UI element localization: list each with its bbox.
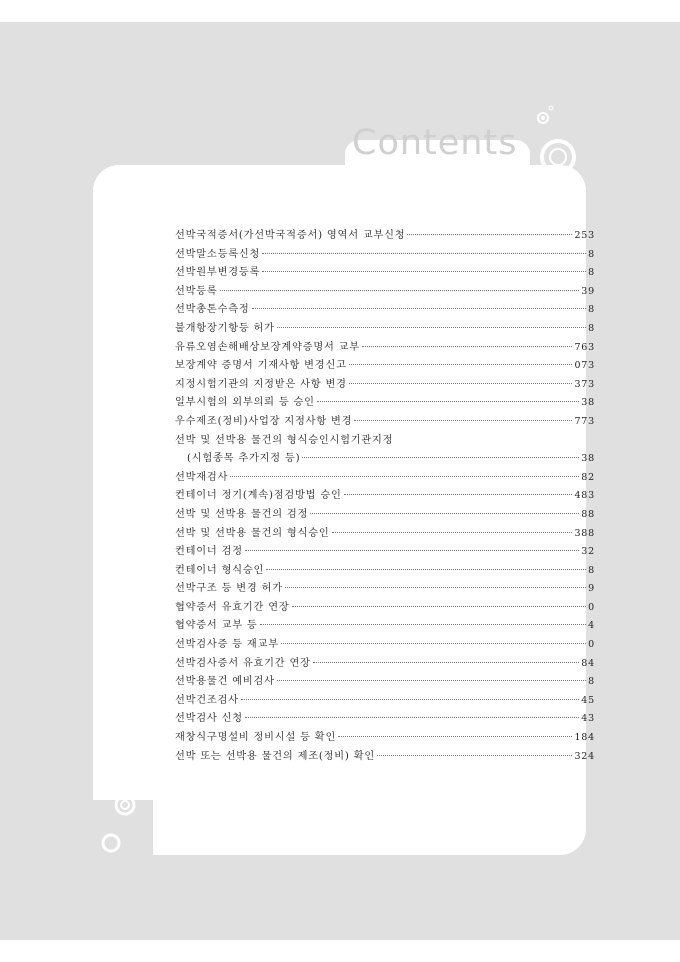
leader-dots: [230, 476, 579, 477]
toc-entry-label: 재창식구명설비 정비시설 등 확인: [175, 732, 337, 744]
leader-dots: [407, 234, 572, 235]
toc-entry[interactable]: [175, 357, 595, 376]
toc-entry-page: 38: [581, 453, 595, 465]
toc-entry-page: 32: [581, 546, 595, 558]
toc-entry-label: 협약증서 유효기간 연장: [175, 601, 290, 613]
toc-entry-page: 773: [574, 415, 595, 427]
toc-entry[interactable]: [175, 636, 595, 655]
leader-dots: [354, 420, 572, 421]
toc-entry-label: 선박검사증서 유효기간 연장: [175, 657, 311, 669]
toc-entry[interactable]: [175, 283, 595, 302]
leader-dots: [245, 550, 579, 551]
toc-entry-page: 324: [574, 750, 595, 762]
toc-entry-page: 373: [574, 378, 595, 390]
toc-entry[interactable]: [175, 469, 595, 488]
leader-dots: [302, 457, 579, 458]
leader-dots: [285, 587, 586, 588]
toc-entry[interactable]: [175, 525, 595, 544]
toc-entry-label: 선박재검사: [175, 471, 229, 483]
leader-dots: [245, 717, 579, 718]
leader-dots: [349, 383, 573, 384]
toc-entry-label: 선박등록: [175, 285, 218, 297]
toc-entry-page: 4: [588, 620, 595, 632]
toc-entry[interactable]: [175, 617, 595, 636]
leader-dots: [317, 401, 579, 402]
toc-entry-label: 선박 및 선박용 물건의 형식승인: [175, 527, 330, 539]
toc-entry-label: 선박 및 선박용 물건의 검정: [175, 508, 309, 520]
leader-dots: [377, 755, 572, 756]
toc-entry[interactable]: [175, 673, 595, 692]
leader-dots: [281, 643, 586, 644]
toc-entry[interactable]: [175, 227, 595, 246]
toc-entry-label: 불개항장기항등 허가: [175, 322, 275, 334]
toc-entry[interactable]: [175, 710, 595, 729]
toc-entry-label: 선박구조 등 변경 허가: [175, 583, 283, 595]
table-of-contents: [175, 227, 595, 766]
leader-dots: [310, 513, 579, 514]
toc-entry-label: 유류오염손해배상보장계약증명서 교부: [175, 341, 360, 353]
toc-entry-label: 선박원부변경등록: [175, 267, 261, 279]
leader-dots: [344, 494, 573, 495]
leader-dots: [292, 606, 587, 607]
leader-dots: [277, 327, 586, 328]
toc-entry-label: 컨테이너 정기(계속)점검방법 승인: [175, 490, 342, 502]
swirl-icon-bottom: [95, 775, 155, 860]
toc-entry[interactable]: [175, 320, 595, 339]
toc-entry-page: 43: [581, 713, 595, 725]
leader-dots: [241, 699, 579, 700]
leader-dots: [362, 346, 573, 347]
toc-entry-label: 지정시험기관의 지정받은 사항 변경: [175, 378, 347, 390]
toc-entry-label: 우수제조(정비)사업장 지정사항 변경: [175, 415, 353, 427]
leader-dots: [313, 662, 580, 663]
toc-entry-page: 8: [588, 676, 595, 688]
toc-entry-label: 보장계약 증명서 기재사항 변경신고: [175, 360, 347, 372]
toc-entry-page: 82: [581, 471, 595, 483]
leader-dots: [262, 271, 586, 272]
leader-dots: [260, 624, 587, 625]
toc-entry-label: 협약증서 교부 등: [175, 620, 258, 632]
leader-dots: [338, 736, 572, 737]
toc-entry[interactable]: [175, 487, 595, 506]
toc-entry-label: 선박 또는 선박용 물건의 제조(정비) 확인: [175, 750, 375, 762]
toc-entry-page: 8: [588, 564, 595, 576]
toc-entry-label: 일부시험의 외부의뢰 등 승인: [175, 397, 315, 409]
toc-entry-page: 45: [581, 694, 595, 706]
toc-entry[interactable]: [175, 729, 595, 748]
toc-entry-page: 073: [574, 360, 595, 372]
toc-entry-page: 253: [574, 230, 595, 241]
toc-entry-page: 9: [588, 583, 595, 595]
toc-entry[interactable]: [175, 692, 595, 711]
leader-dots: [266, 569, 586, 570]
toc-entry-label: 컨테이너 형식승인: [175, 564, 265, 576]
leader-dots: [262, 253, 586, 254]
toc-entry-label: 선박용물건 예비검사: [175, 676, 275, 688]
leader-dots: [220, 290, 580, 291]
leader-dots: [277, 680, 586, 681]
toc-entry-page: 38: [581, 397, 595, 409]
toc-entry-label: 선박국적증서(가선박국적증서) 영역서 교부신청: [175, 230, 406, 241]
toc-entry-page: 388: [574, 527, 595, 539]
toc-entry-label: 선박말소등록신청: [175, 248, 261, 260]
toc-entry[interactable]: [175, 450, 595, 469]
toc-entry-page: 88: [581, 508, 595, 520]
toc-entry-label: 선박총톤수측정: [175, 304, 250, 316]
toc-entry[interactable]: [175, 655, 595, 674]
toc-entry-page: 84: [581, 657, 595, 669]
toc-entry-label: 선박검사 신청: [175, 713, 243, 725]
toc-entry[interactable]: [175, 413, 595, 432]
toc-entry-label: 선박검사증 등 재교부: [175, 639, 279, 651]
toc-entry-page: 39: [581, 285, 595, 297]
leader-dots: [332, 532, 573, 533]
leader-dots: [252, 308, 587, 309]
toc-entry[interactable]: [175, 543, 595, 562]
toc-entry-page: 184: [574, 732, 595, 744]
toc-entry[interactable]: [175, 339, 595, 358]
toc-entry-label: 선박건조검사: [175, 694, 239, 706]
toc-entry[interactable]: [175, 376, 595, 395]
toc-entry[interactable]: [175, 580, 595, 599]
toc-entry-page: 8: [588, 248, 595, 260]
toc-entry[interactable]: [175, 506, 595, 525]
toc-entry-page: 0: [588, 601, 595, 613]
toc-entry[interactable]: [175, 264, 595, 283]
toc-entry-page: 8: [588, 304, 595, 316]
toc-entry-label: 선박 및 선박용 물건의 형식승인시험기관지정: [175, 434, 394, 446]
toc-entry-page: 763: [574, 341, 595, 353]
toc-entry[interactable]: [175, 748, 595, 767]
swirl-icon-top: [520, 100, 600, 180]
toc-entry-page: 0: [588, 639, 595, 651]
toc-entry-page: 8: [588, 267, 595, 279]
toc-entry-page: 483: [574, 490, 595, 502]
toc-entry[interactable]: [175, 562, 595, 581]
toc-entry[interactable]: [175, 599, 595, 618]
toc-entry[interactable]: [175, 301, 595, 320]
toc-entry-label: (시험종목 추가지정 등): [187, 453, 301, 465]
toc-entry-heading[interactable]: [175, 432, 595, 451]
toc-entry[interactable]: [175, 246, 595, 265]
toc-entry-page: 8: [588, 322, 595, 334]
page-title: Contents: [352, 123, 518, 163]
leader-dots: [349, 364, 573, 365]
toc-entry-label: 컨테이너 검정: [175, 546, 243, 558]
toc-entry[interactable]: [175, 394, 595, 413]
